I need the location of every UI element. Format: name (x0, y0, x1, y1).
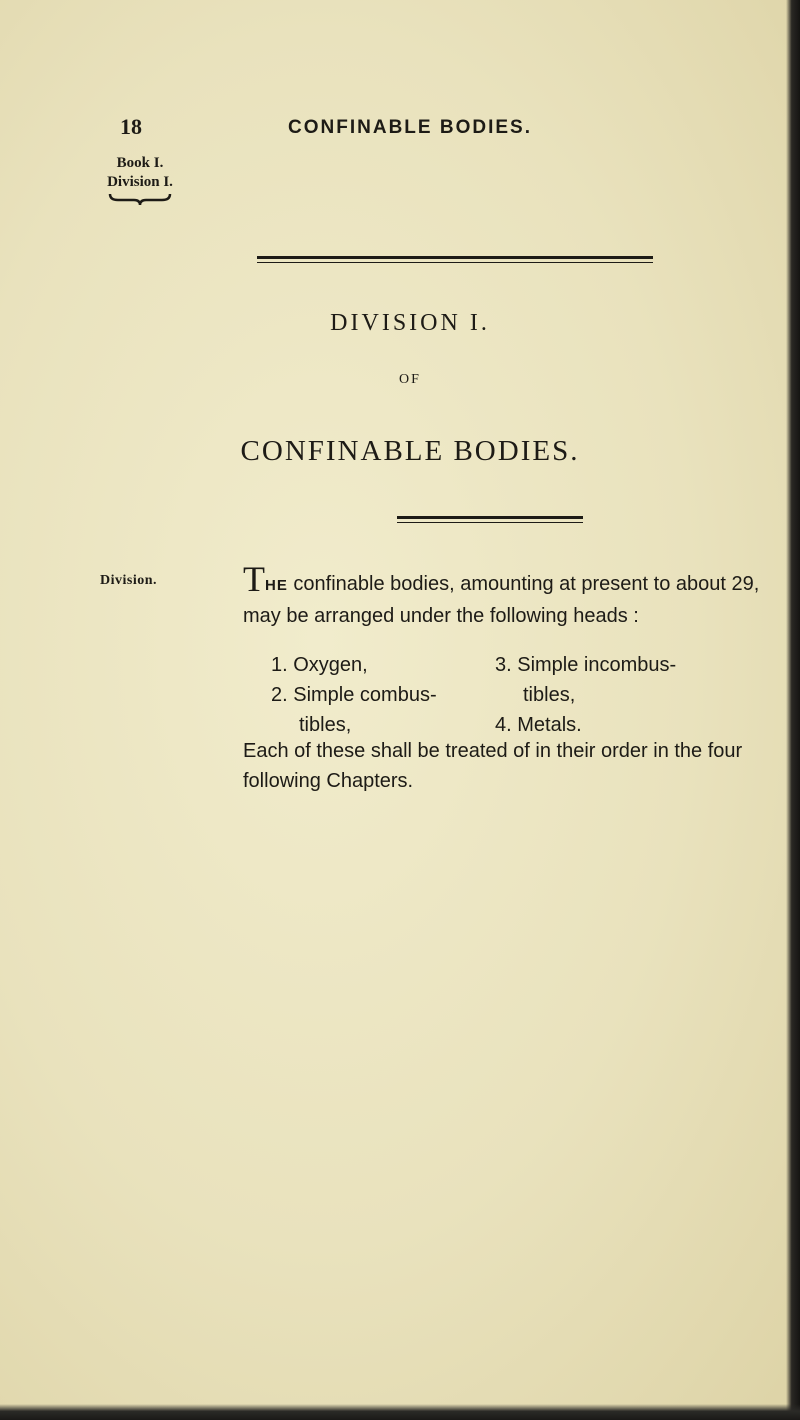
section-rule (397, 516, 583, 523)
paragraph-closing: Each of these shall be treated of in their order in the four following Chapters. (243, 740, 743, 792)
brace-mark (108, 192, 172, 206)
margin-note: Division. (100, 573, 158, 588)
paragraph-intro-text: confinable bodies, amounting at present to about 29, may be arranged under the following heads : (243, 573, 760, 627)
running-title: CONFINABLE BODIES. (288, 117, 532, 138)
of-text: OF (399, 372, 421, 387)
subject-heading: CONFINABLE BODIES. (240, 435, 580, 467)
side-label (100, 154, 180, 192)
list-item-incombustibles: 3. Simple incombus- (495, 654, 677, 676)
page-bottom-shadow (0, 1404, 800, 1420)
division-heading: DIVISION I. (330, 310, 490, 336)
paragraph-intro (243, 559, 773, 631)
page-edge-shadow (786, 0, 800, 1420)
side-label-book: Book I. (116, 155, 164, 171)
list-item-incombustibles-cont: tibles, (523, 684, 576, 706)
list-item-combustibles: 2. Simple combus- (271, 684, 437, 706)
small-caps-word: HE (265, 577, 288, 594)
list-item-oxygen: 1. Oxygen, (271, 654, 368, 676)
header-double-rule (257, 256, 653, 263)
drop-cap: T (243, 559, 265, 599)
list-item-metals: 4. Metals. (495, 714, 582, 736)
list-item-combustibles-cont: tibles, (299, 714, 352, 736)
side-label-division: Division I. (107, 174, 173, 190)
page-number: 18 (120, 114, 142, 139)
